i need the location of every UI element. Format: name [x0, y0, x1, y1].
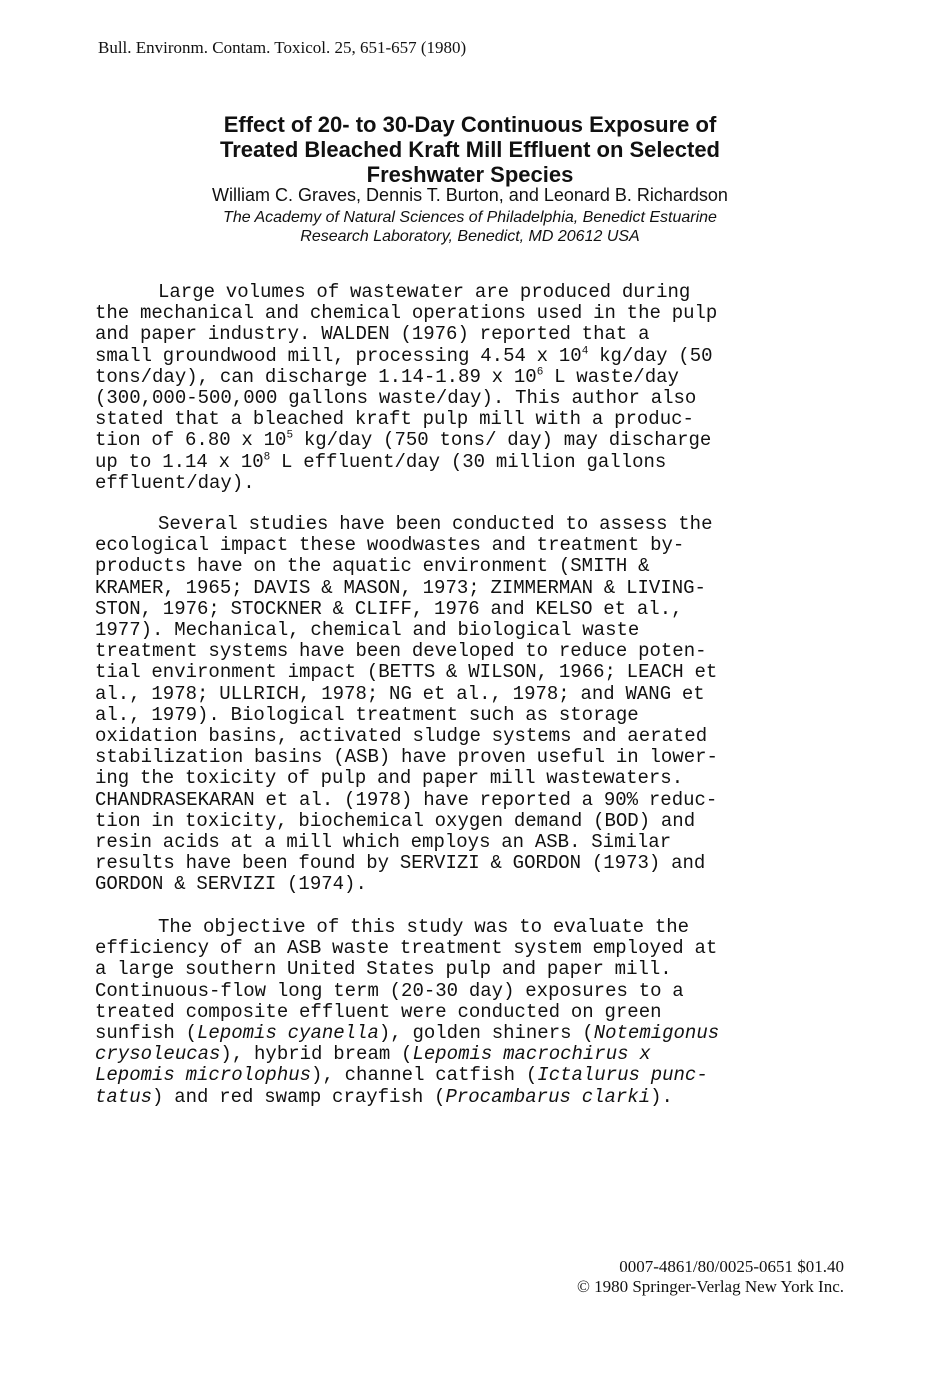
title-line: Effect of 20- to 30-Day Continuous Exposure of: [223, 112, 717, 137]
superscript: 4: [581, 345, 589, 358]
text-line: [95, 452, 794, 473]
text-run: sunfish (: [95, 1022, 198, 1045]
text-line: stabilization basins (ASB) have proven useful in lower-: [95, 746, 718, 769]
text-line: Large volumes of wastewater are produced during: [158, 281, 691, 303]
text-line: Several studies have been conducted to assess the: [158, 513, 713, 535]
text-line: KRAMER, 1965; DAVIS & MASON, 1973; ZIMMERMAN & LIVING-: [95, 576, 706, 599]
text-line: al., 1979). Biological treatment such as storage: [95, 703, 639, 726]
text-line: STON, 1976; STOCKNER & CLIFF, 1976 and KELSO et al.,: [95, 597, 683, 620]
text-run: ).: [650, 1085, 673, 1108]
species-name: Lepomis macrochirus x: [412, 1043, 651, 1066]
species-name: Procambarus clarki: [445, 1085, 651, 1108]
text-line: results have been found by SERVIZI & GORDON (1973) and: [95, 852, 706, 875]
text-run: tion of 6.80 x 10: [95, 429, 287, 452]
text-line: [95, 1087, 794, 1108]
text-line: [95, 346, 794, 367]
journal-reference: Bull. Environm. Contam. Toxicol. 25, 651-657 (1980): [98, 38, 467, 57]
text-line: resin acids at a mill which employs an ASB. Similar: [95, 831, 672, 854]
text-line: products have on the aquatic environment (SMITH &: [95, 555, 650, 578]
text-line: tial environment impact (BETTS & WILSON, 1966; LEACH et: [95, 661, 718, 684]
affiliation-line: The Academy of Natural Sciences of Philadelphia, Benedict Estuarine: [223, 209, 717, 226]
superscript: 5: [286, 430, 294, 443]
text-line: [95, 1023, 794, 1044]
affiliation-line: Research Laboratory, Benedict, MD 20612 USA: [300, 228, 640, 245]
text-line: [95, 1044, 794, 1065]
body-paragraph-2: [95, 514, 794, 896]
text-line: and paper industry. WALDEN (1976) reported that a: [95, 323, 650, 346]
text-line: treatment systems have been developed to reduce poten-: [95, 640, 707, 663]
text-line: CHANDRASEKARAN et al. (1978) have reported a 90% reduc-: [95, 788, 718, 811]
author-list: William C. Graves, Dennis T. Burton, and Leonard B. Richardson: [212, 185, 728, 205]
text-line: The objective of this study was to evaluate the: [158, 916, 690, 938]
text-run: L waste/day: [543, 365, 679, 388]
text-line: tion in toxicity, biochemical oxygen demand (BOD) and: [95, 809, 696, 832]
body-paragraph-3: [95, 917, 794, 1108]
text-line: ing the toxicity of pulp and paper mill wastewaters.: [95, 767, 684, 790]
species-name: Notemigonus: [593, 1022, 720, 1045]
paper-title: [60, 112, 880, 187]
text-line: [95, 1065, 794, 1086]
superscript: 6: [536, 366, 544, 379]
text-run: ), golden shiners (: [378, 1022, 594, 1045]
text-run: ), hybrid bream (: [220, 1043, 413, 1066]
text-line: GORDON & SERVIZI (1974).: [95, 873, 367, 896]
text-run: small groundwood mill, processing 4.54 x 10: [95, 344, 582, 367]
superscript: 8: [263, 451, 271, 464]
text-line: al., 1978; ULLRICH, 1978; NG et al., 1978; and WANG et: [95, 682, 705, 705]
copyright-notice: © 1980 Springer-Verlag New York Inc.: [576, 1277, 844, 1296]
species-name: Lepomis microlophus: [95, 1064, 312, 1087]
text-run: L effluent/day (30 million gallons: [270, 450, 667, 473]
text-line: 1977). Mechanical, chemical and biological waste: [95, 619, 640, 642]
affiliation: [60, 208, 880, 246]
text-line: oxidation basins, activated sludge systems and aerated: [95, 725, 708, 748]
title-line: Treated Bleached Kraft Mill Effluent on Selected: [220, 137, 720, 162]
species-name: tatus: [95, 1085, 153, 1108]
species-name: Ictalurus punc-: [537, 1064, 708, 1087]
text-line: Continuous-flow long term (20-30 day) exposures to a: [95, 979, 684, 1002]
text-run: kg/day (750 tons/ day) may discharge: [293, 429, 712, 452]
text-line: [95, 367, 794, 388]
text-line: treated composite effluent were conducted on green: [95, 1000, 662, 1023]
text-run: tons/day), can discharge 1.14-1.89 x 10: [95, 365, 537, 388]
text-run: kg/day (50: [588, 344, 713, 367]
text-line: efficiency of an ASB waste treatment system employed at: [95, 937, 718, 960]
price-code: 0007-4861/80/0025-0651 $01.40: [619, 1257, 844, 1276]
text-run: ) and red swamp crayfish (: [152, 1085, 446, 1108]
body-paragraph-1: [95, 282, 794, 494]
text-run: ), channel catfish (: [311, 1064, 538, 1087]
title-line: Freshwater Species: [366, 162, 574, 187]
text-line: ecological impact these woodwastes and treatment by-: [95, 534, 685, 557]
text-line: the mechanical and chemical operations used in the pulp: [95, 302, 718, 325]
text-line: [95, 430, 794, 451]
species-name: crysoleucas: [95, 1043, 221, 1066]
page-footer: [577, 1257, 844, 1297]
text-line: a large southern United States pulp and paper mill.: [95, 958, 672, 981]
text-line: stated that a bleached kraft pulp mill with a produc-: [95, 408, 694, 431]
text-line: effluent/day).: [95, 471, 255, 494]
text-run: up to 1.14 x 10: [95, 450, 264, 473]
species-name: Lepomis cyanella: [197, 1022, 379, 1045]
text-line: (300,000-500,000 gallons waste/day). This author also: [95, 387, 697, 410]
